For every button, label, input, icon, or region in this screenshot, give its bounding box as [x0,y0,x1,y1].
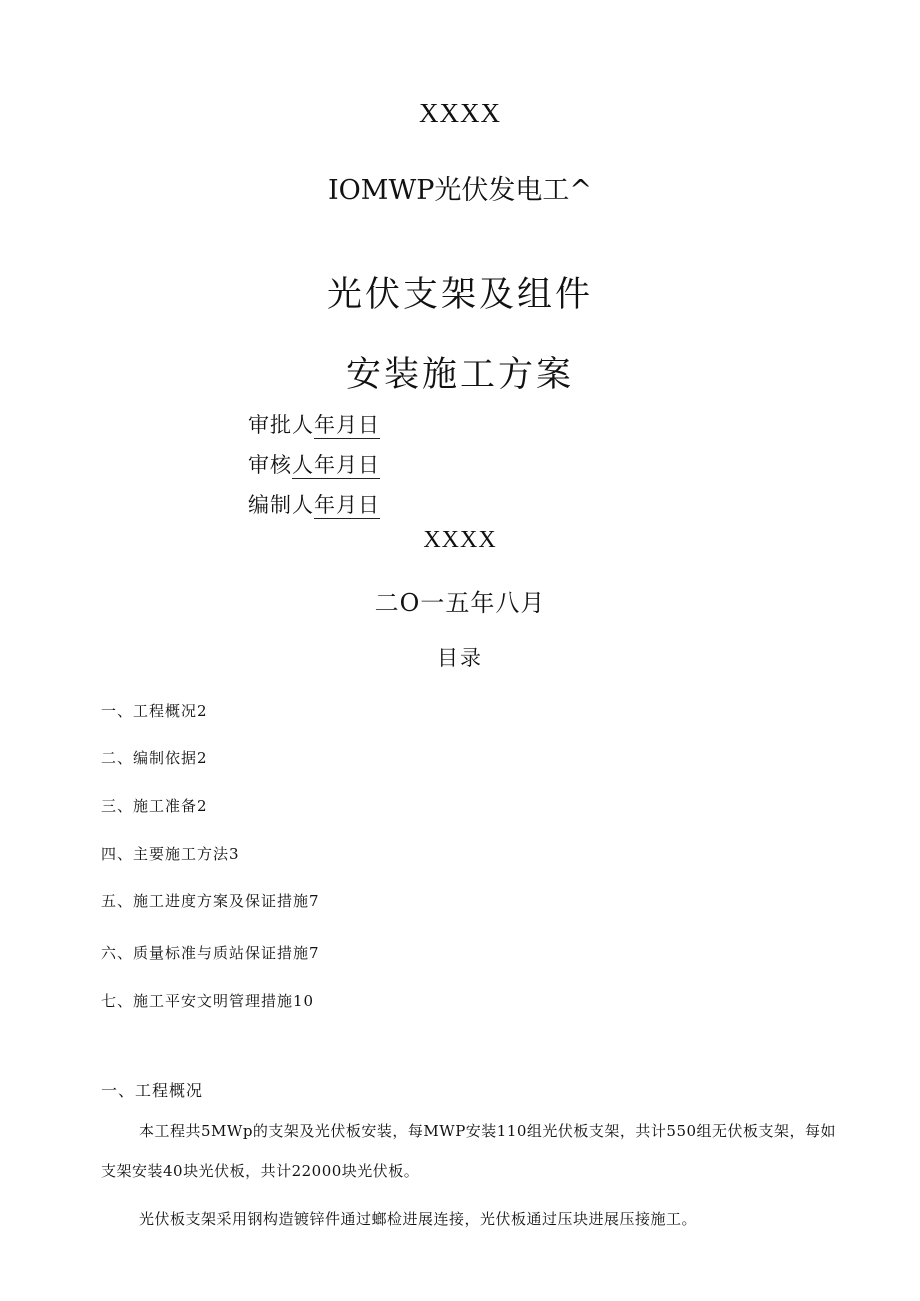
signature-date: 年月日 [314,413,380,437]
toc-item: 三、施工准备2 [101,797,208,815]
signature-date: 年月日 [314,493,380,517]
signature-role: 审批人 [248,413,314,437]
signature-row-compiler [248,489,380,519]
org-name-top: XXXX [419,98,501,128]
toc-item: 一、工程概况2 [101,702,208,720]
toc-item: 六、质量标准与质站保证措施7 [101,944,320,962]
toc-item: 五、施工进度方案及保证措施7 [101,892,320,910]
paragraph-line: 本工程共5MWp的支架及光伏板安装，每MWP安装110组光伏板支架，共计550组无伏板支架，每如 [139,1122,837,1140]
project-name: IOMWP光伏发电工^ [328,175,592,206]
document-title-line-1: 光伏支架及组件 [326,275,593,315]
paragraph-line: 支架安装40块光伏板，共计22000块光伏板。 [101,1162,420,1180]
org-name-bottom: XXXX [423,527,497,553]
toc-item: 二、编制依据2 [101,749,208,767]
signature-row-approver [248,409,380,439]
toc-item: 七、施工平安文明管理措施10 [101,992,315,1010]
toc-item: 四、主要施工方法3 [101,845,240,863]
signature-role: 审核 [248,453,292,477]
signature-row-reviewer [248,449,380,479]
section-heading: 一、工程概况 [101,1081,204,1100]
toc-title: 目录 [437,646,483,670]
document-title-line-2: 安装施工方案 [345,355,574,395]
signature-date: 人年月日 [292,453,380,477]
paragraph: 光伏板支架采用钢构造镀锌件通过螂检进展连接，光伏板通过压块进展压接施工。 [139,1210,698,1228]
signature-role: 编制人 [248,493,314,517]
document-date: 二O一五年八月 [374,589,546,617]
